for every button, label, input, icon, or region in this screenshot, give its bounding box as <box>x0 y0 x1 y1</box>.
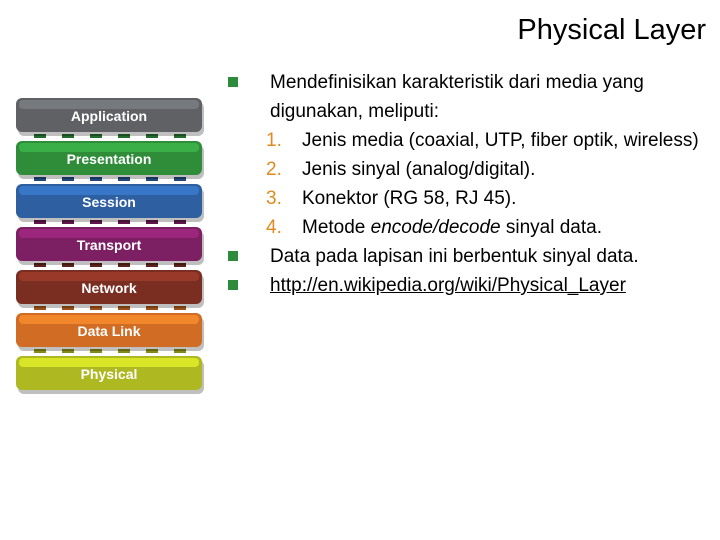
item-number: 1. <box>266 130 282 151</box>
square-bullet-icon <box>228 251 238 261</box>
osi-layer-label: Application <box>70 108 148 124</box>
item-text: Konektor (RG 58, RJ 45). <box>302 188 517 209</box>
osi-layer-label: Presentation <box>66 151 152 167</box>
bullet-text: Mendefinisikan karakteristik dari media yang digunakan, meliputi: <box>270 72 644 122</box>
item-number: 4. <box>266 217 282 238</box>
numbered-item <box>228 155 713 184</box>
item-text: Jenis media (coaxial, UTP, fiber optik, wireless) <box>302 130 699 151</box>
text-suffix: sinyal data. <box>500 217 603 238</box>
item-text <box>302 213 713 242</box>
bullet-text: Data pada lapisan ini berbentuk sinyal data. <box>270 246 639 267</box>
wikipedia-link[interactable]: http://en.wikipedia.org/wiki/Physical_Layer <box>270 275 626 296</box>
osi-layer-stack <box>14 92 204 402</box>
slide-title: Physical Layer <box>517 14 706 46</box>
numbered-item <box>228 126 713 155</box>
numbered-item <box>228 213 713 242</box>
item-text: Jenis sinyal (analog/digital). <box>302 159 536 180</box>
osi-layer-label: Network <box>81 280 137 296</box>
square-bullet-icon <box>228 280 238 290</box>
item-number: 3. <box>266 188 282 209</box>
osi-layer-label: Physical <box>80 366 138 382</box>
osi-layer-label: Data Link <box>77 323 141 339</box>
slide-content <box>228 68 713 300</box>
text-prefix: Metode <box>302 217 371 238</box>
item-number: 2. <box>266 159 282 180</box>
square-bullet-icon <box>228 77 238 87</box>
emphasis-text: encode/decode <box>370 217 501 238</box>
osi-layer-label: Transport <box>76 237 142 253</box>
numbered-item <box>228 184 713 213</box>
bullet-item <box>228 271 713 300</box>
bullet-item <box>228 242 713 271</box>
osi-layer-label: Session <box>82 194 136 210</box>
bullet-item <box>228 68 713 126</box>
